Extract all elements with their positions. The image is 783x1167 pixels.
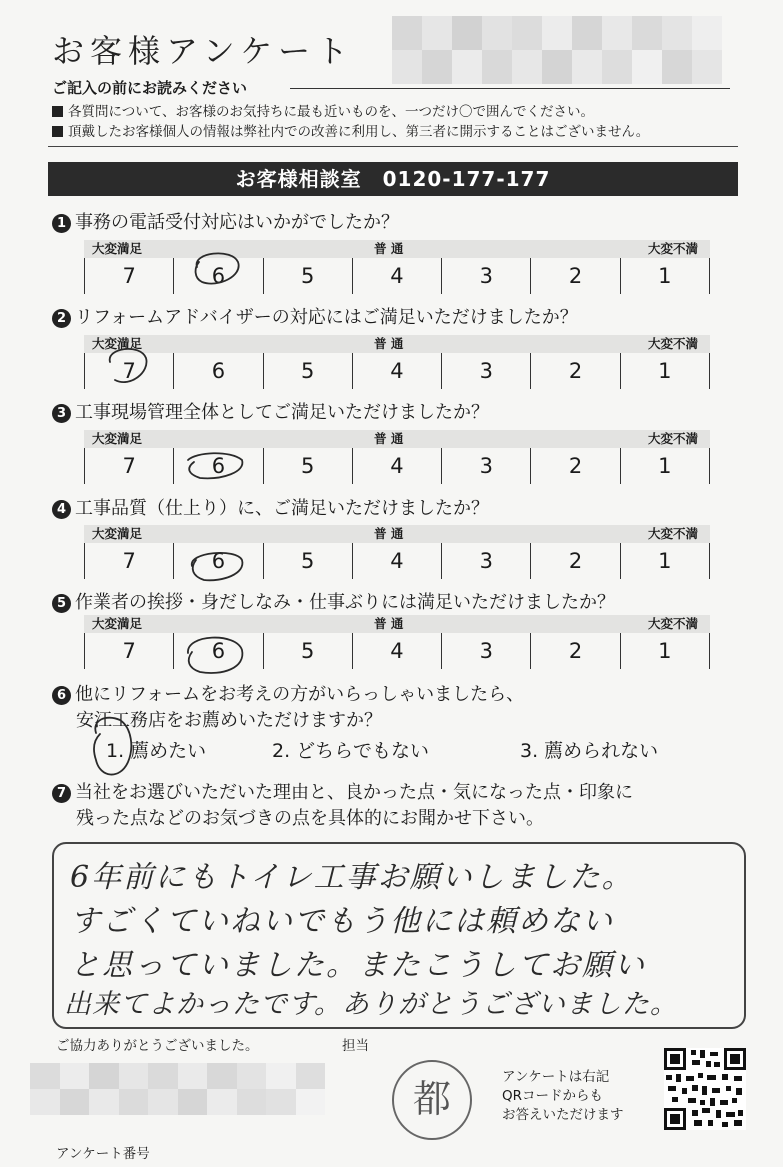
question-7	[52, 778, 633, 804]
qr-code-icon[interactable]	[664, 1048, 746, 1130]
label-very-satisfied: 大変満足	[92, 431, 143, 446]
rating-option-1[interactable]: 1	[620, 448, 710, 484]
rating-option-3[interactable]: 3	[441, 543, 530, 579]
question-number: 7	[52, 784, 71, 803]
rating-option-7[interactable]: 7	[84, 633, 173, 669]
rating-scale-5	[84, 615, 710, 671]
label-very-dissatisfied: 大変不満	[647, 616, 698, 631]
question-text: リフォームアドバイザーの対応にはご満足いただけましたか？	[75, 307, 578, 328]
handwritten-line-2: すごくていねいでもう他には頼めない	[70, 904, 614, 939]
redacted-mosaic-top	[392, 16, 722, 84]
note-1: 各質問について、お客様のお気持ちに最も近いものを、一つだけ〇で囲んでください。	[52, 100, 594, 120]
rating-option-4[interactable]: 4	[352, 543, 441, 579]
rating-option-5[interactable]: 5	[263, 353, 352, 389]
label-very-dissatisfied: 大変不満	[647, 526, 698, 541]
rating-option-5[interactable]: 5	[263, 633, 352, 669]
thanks-text: ご協力ありがとうございました。	[56, 1038, 259, 1054]
note-2: 頂戴したお客様個人の情報は弊社内での改善に利用し、第三者に開示することはございません。	[52, 120, 649, 140]
rating-option-2[interactable]: 2	[530, 258, 619, 294]
q6-option-3[interactable]: 3. 薦められない	[520, 740, 659, 762]
label-very-dissatisfied: 大変不満	[647, 336, 698, 351]
rating-option-7[interactable]: 7	[84, 543, 173, 579]
rating-option-3[interactable]: 3	[441, 258, 530, 294]
rating-option-3[interactable]: 3	[441, 448, 530, 484]
question-2	[52, 303, 578, 329]
rating-option-1[interactable]: 1	[620, 543, 710, 579]
question-number: 5	[52, 594, 71, 613]
question-text: 工事品質（仕上り）に、ご満足いただけましたか？	[75, 498, 489, 519]
contact-banner: お客様相談室 0120-177-177	[48, 162, 738, 196]
rating-option-4[interactable]: 4	[352, 633, 441, 669]
divider	[48, 146, 738, 147]
question-1	[52, 208, 399, 234]
rating-option-5[interactable]: 5	[263, 543, 352, 579]
question-text: 他にリフォームをお考えの方がいらっしゃいましたら、	[75, 684, 525, 705]
staff-label: 担当	[342, 1038, 369, 1054]
question-text: 工事現場管理全体としてご満足いただけましたか？	[75, 402, 489, 423]
handwritten-line-3: と思っていました。またこうしてお願い	[70, 948, 646, 983]
rating-scale-1	[84, 240, 710, 296]
rating-option-6[interactable]: 6	[173, 353, 262, 389]
question-number: 3	[52, 404, 71, 423]
label-neutral: 普 通	[374, 526, 404, 541]
label-very-satisfied: 大変満足	[92, 616, 143, 631]
label-very-dissatisfied: 大変不満	[647, 241, 698, 256]
rating-option-2[interactable]: 2	[530, 543, 619, 579]
rating-option-4[interactable]: 4	[352, 258, 441, 294]
label-very-satisfied: 大変満足	[92, 241, 143, 256]
rating-option-6[interactable]: 6	[173, 448, 262, 484]
rating-option-1[interactable]: 1	[620, 258, 710, 294]
rating-option-7[interactable]: 7	[84, 353, 173, 389]
rating-option-5[interactable]: 5	[263, 448, 352, 484]
rating-option-6[interactable]: 6	[173, 543, 262, 579]
label-neutral: 普 通	[374, 431, 404, 446]
redacted-mosaic-bottom	[30, 1063, 325, 1115]
rating-option-1[interactable]: 1	[620, 353, 710, 389]
question-5	[52, 588, 615, 614]
rating-option-6[interactable]: 6	[173, 258, 262, 294]
rating-option-4[interactable]: 4	[352, 353, 441, 389]
question-number: 1	[52, 214, 71, 233]
staff-seal-stamp: 都	[392, 1060, 472, 1140]
rating-option-6[interactable]: 6	[173, 633, 262, 669]
question-text: 事務の電話受付対応はいかがでしたか？	[75, 212, 399, 233]
question-3	[52, 398, 489, 424]
label-very-dissatisfied: 大変不満	[647, 431, 698, 446]
rating-scale-3	[84, 430, 710, 486]
question-number: 4	[52, 500, 71, 519]
rating-option-3[interactable]: 3	[441, 633, 530, 669]
rating-option-2[interactable]: 2	[530, 448, 619, 484]
survey-number-label: アンケート番号	[56, 1146, 150, 1162]
rating-option-7[interactable]: 7	[84, 448, 173, 484]
rating-option-5[interactable]: 5	[263, 258, 352, 294]
rating-option-2[interactable]: 2	[530, 633, 619, 669]
rating-option-1[interactable]: 1	[620, 633, 710, 669]
rating-option-7[interactable]: 7	[84, 258, 173, 294]
label-neutral: 普 通	[374, 336, 404, 351]
read-first-heading: ご記入の前にお読みください	[52, 79, 248, 97]
question-text: 作業者の挨拶・身だしなみ・仕事ぶりには満足いただけましたか？	[75, 592, 615, 613]
rating-scale-4	[84, 525, 710, 581]
rating-scale-2	[84, 335, 710, 391]
rating-option-3[interactable]: 3	[441, 353, 530, 389]
qr-note: アンケートは右記 QRコードからも お答えいただけます	[502, 1069, 624, 1123]
rating-option-2[interactable]: 2	[530, 353, 619, 389]
question-6-line2: 安江工務店をお薦めいただけますか？	[76, 710, 382, 731]
question-7-line2: 残った点などのお気づきの点を具体的にお聞かせ下さい。	[76, 808, 544, 829]
q6-option-2[interactable]: 2. どちらでもない	[272, 740, 429, 762]
page-title: お客様アンケート	[52, 32, 355, 70]
question-number: 6	[52, 686, 71, 705]
bullet-square-icon	[52, 126, 63, 137]
label-neutral: 普 通	[374, 616, 404, 631]
question-4	[52, 494, 489, 520]
question-text: 当社をお選びいただいた理由と、良かった点・気になった点・印象に	[75, 782, 633, 803]
handwritten-line-4: 出来てよかったです。ありがとうございました。	[64, 989, 678, 1020]
q6-option-1[interactable]: 1. 薦めたい	[106, 740, 207, 762]
label-very-satisfied: 大変満足	[92, 526, 143, 541]
handwritten-line-1: 6年前にもトイレ工事お願いしました。	[70, 860, 634, 895]
bullet-square-icon	[52, 106, 63, 117]
label-very-satisfied: 大変満足	[92, 336, 143, 351]
divider	[290, 88, 730, 89]
label-neutral: 普 通	[374, 241, 404, 256]
question-6	[52, 680, 524, 706]
rating-option-4[interactable]: 4	[352, 448, 441, 484]
question-number: 2	[52, 309, 71, 328]
